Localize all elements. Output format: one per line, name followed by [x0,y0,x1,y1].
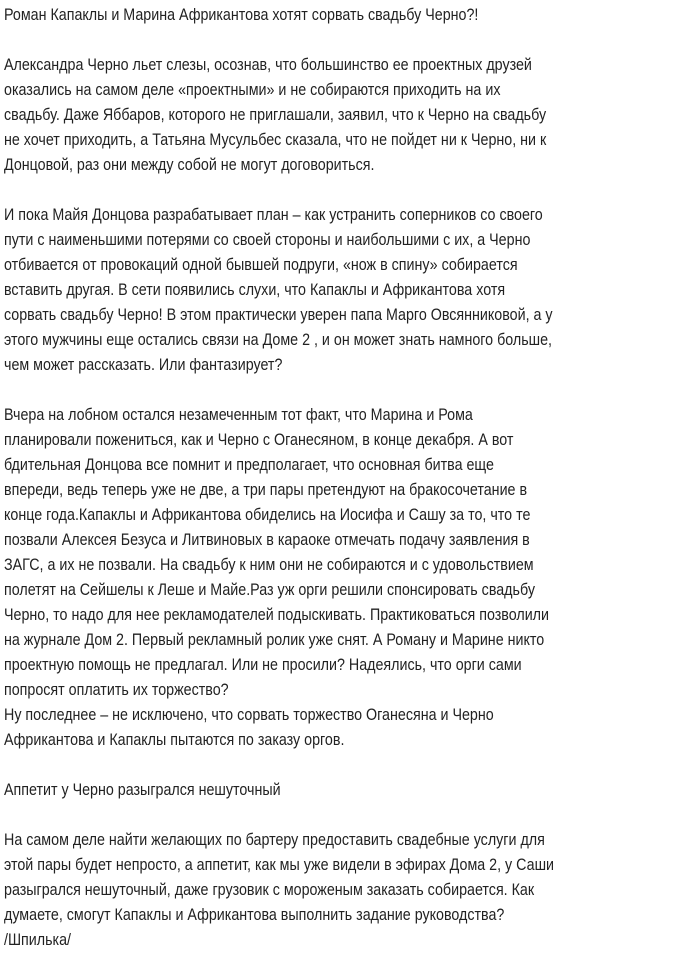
article-title: Роман Капаклы и Марина Африкантова хотят сорвать свадьбу Черно?! [4,5,479,24]
paragraph-4 [4,827,694,952]
text-line: свадьбу. Даже Яббаров, которого не приглашали, заявил, что к Черно на свадьбу [4,105,547,124]
text-line: на журнале Дом 2. Первый рекламный ролик уже снят. А Роману и Марине никто [4,630,545,649]
paragraph-2 [4,202,694,377]
text-line: попросят оплатить их торжество? [4,680,229,699]
text-line: не хочет приходить, а Татьяна Мусульбес сказала, что не пойдет ни к Черно, ни к [4,130,547,149]
text-line: позвали Алексея Безуса и Литвиновых в караоке отмечать подачу заявления в [4,530,530,549]
spacer [4,177,694,202]
text-line: разыгрался нешуточный, даже грузовик с мороженым заказать собирается. Как [4,880,535,899]
text-line: впереди, ведь теперь уже не две, а три пары претендуют на бракосочетание в [4,480,528,499]
text-line: думаете, смогут Капаклы и Африкантова выполнить задание руководства? [4,905,505,924]
text-line: отбивается от провокаций одной бывшей подруги, «нож в спину» собирается [4,255,518,274]
text-line: планировали пожениться, как и Черно с Оганесяном, в конце декабря. А вот [4,430,514,449]
text-line: конце года.Капаклы и Африкантова обиделись на Иосифа и Сашу за то, что те [4,505,531,524]
text-line: сорвать свадьбу Черно! В этом практически уверен папа Марго Овсянниковой, а у [4,305,553,324]
text-line: этой пары будет непросто, а аппетит, как мы уже видели в эфирах Дома 2, у Саши [4,855,555,874]
article [4,2,694,952]
text-line: пути с наименьшими потерями со своей стороны и наибольшими с их, а Черно [4,230,531,249]
paragraph-3 [4,402,694,752]
text-line: бдительная Донцова все помнит и предполагает, что основная битва еще [4,455,494,474]
spacer [4,377,694,402]
text-line: вставить другая. В сети появились слухи, что Капаклы и Африкантова хотя [4,280,506,299]
text-line: чем может рассказать. Или фантазирует? [4,355,283,374]
text-line: Африкантова и Капаклы пытаются по заказу оргов. [4,730,345,749]
text-line: этого мужчины еще остались связи на Доме 2 , и он может знать намного больше, [4,330,553,349]
text-line: И пока Майя Донцова разрабатывает план – как устранить соперников со своего [4,205,543,224]
text-line: Донцовой, раз они между собой не могут договориться. [4,155,375,174]
text-line: Ну последнее – не исключено, что сорвать торжество Оганесяна и Черно [4,705,494,724]
article-signature: /Шпилька/ [4,930,72,949]
text-line: Вчера на лобном остался незамеченным тот факт, что Марина и Рома [4,405,473,424]
text-line: Александра Черно льет слезы, осознав, что большинство ее проектных друзей [4,55,532,74]
spacer [4,752,694,777]
spacer [4,27,694,52]
text-line: полетят на Сейшелы к Леше и Майе.Раз уж орги решили спонсировать свадьбу [4,580,535,599]
paragraph-1 [4,52,694,177]
text-line: На самом деле найти желающих по бартеру предоставить свадебные услуги для [4,830,545,849]
text-line: оказались на самом деле «проектными» и не собираются приходить на их [4,80,501,99]
text-line: ЗАГС, а их не позвали. На свадьбу к ним они не собираются и с удовольствием [4,555,534,574]
section-subheading: Аппетит у Черно разыгрался нешуточный [4,780,281,799]
text-line: проектную помощь не предлагал. Или не просили? Надеялись, что орги сами [4,655,522,674]
spacer [4,802,694,827]
text-line: Черно, то надо для нее рекламодателей подыскивать. Практиковаться позволили [4,605,549,624]
